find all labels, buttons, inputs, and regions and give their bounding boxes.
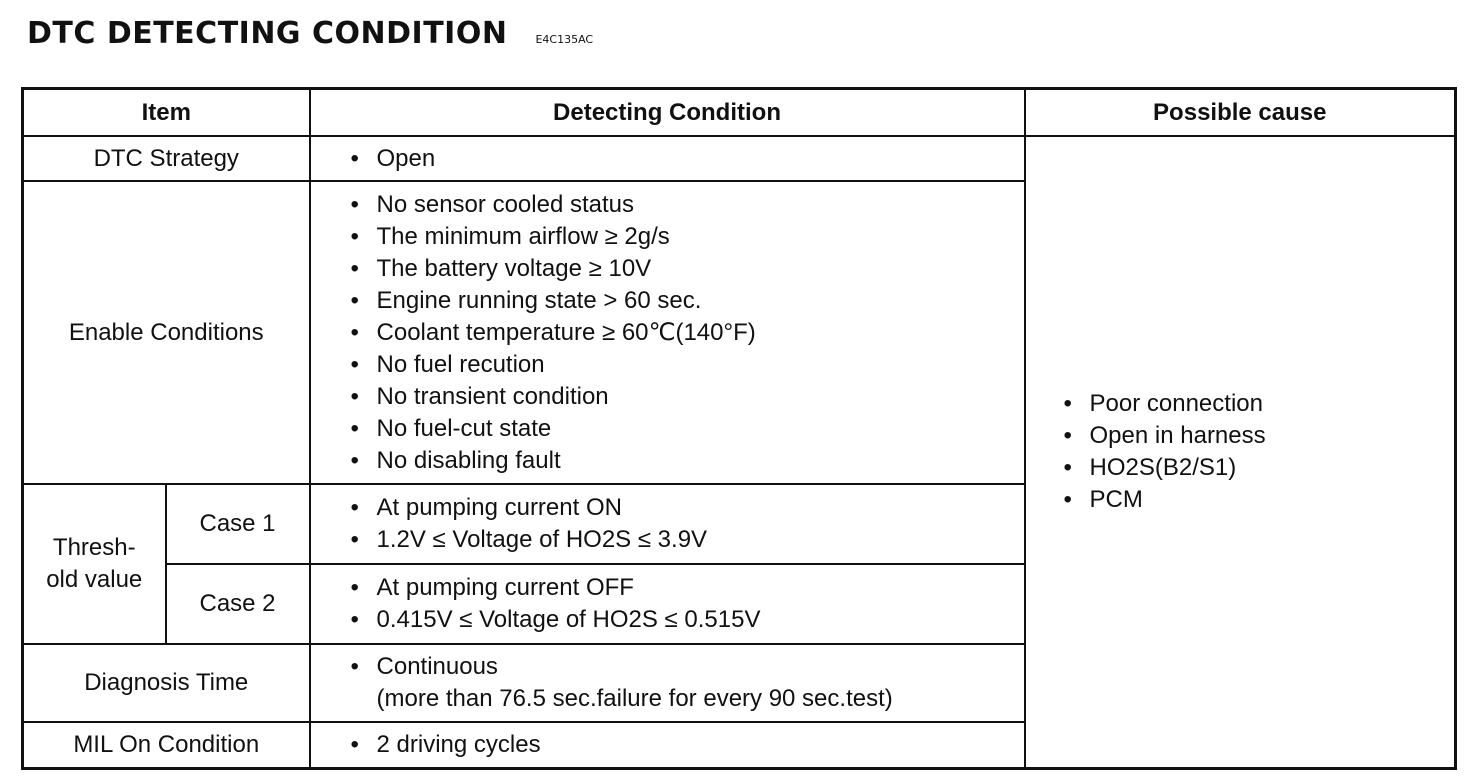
page-title: DTC DETECTING CONDITION [27, 16, 508, 51]
cause-list [1062, 388, 1455, 516]
list-item: • HO2S(B2/S1) [1062, 452, 1455, 484]
threshold-label-line-1: Thresh- [52, 534, 136, 561]
list-item: • 0.415V ≤ Voltage of HO2S ≤ 0.515V [349, 604, 1024, 636]
condition-diagnosis-time [310, 644, 1025, 722]
condition-enable-conditions [310, 181, 1025, 484]
list-item: • No fuel-cut state [349, 413, 1024, 445]
list-item: • No fuel recution [349, 349, 1024, 381]
condition-list [349, 143, 1024, 175]
list-item: • The minimum airflow ≥ 2g/s [349, 221, 1024, 253]
page-heading [27, 16, 593, 51]
condition-mil-on-condition [310, 722, 1025, 768]
item-case-2: Case 2 [166, 564, 310, 644]
diagnosis-note: (more than 76.5 sec.failure for every 90 sec.test) [376, 685, 893, 712]
list-item: • At pumping current OFF [349, 572, 1024, 604]
possible-cause-cell [1025, 136, 1456, 768]
condition-dtc-strategy [310, 136, 1025, 181]
list-item: • Engine running state > 60 sec. [349, 285, 1024, 317]
condition-list [349, 651, 1024, 683]
item-mil-on-condition: MIL On Condition [23, 722, 310, 768]
document-code: E4C135AC [535, 33, 594, 46]
item-dtc-strategy: DTC Strategy [23, 136, 310, 181]
list-item: • No transient condition [349, 381, 1024, 413]
item-case-1: Case 1 [166, 484, 310, 564]
condition-list [349, 729, 1024, 761]
item-threshold-value [23, 484, 166, 644]
list-item: • Poor connection [1062, 388, 1455, 420]
condition-list [349, 572, 1024, 636]
list-item: • At pumping current ON [349, 492, 1024, 524]
item-enable-conditions: Enable Conditions [23, 181, 310, 484]
item-diagnosis-time: Diagnosis Time [23, 644, 310, 722]
list-item: • 2 driving cycles [349, 729, 1024, 761]
list-item: • Open in harness [1062, 420, 1455, 452]
header-detecting-condition: Detecting Condition [310, 89, 1025, 137]
condition-case-1 [310, 484, 1025, 564]
table-header-row [23, 89, 1456, 137]
list-item: • Continuous [349, 651, 1024, 683]
table-row-dtc-strategy [23, 136, 1456, 181]
threshold-label-line-2: old value [46, 566, 143, 593]
list-item: • The battery voltage ≥ 10V [349, 253, 1024, 285]
list-item: • PCM [1062, 484, 1455, 516]
list-item: • No sensor cooled status [349, 189, 1024, 221]
condition-list [349, 492, 1024, 556]
header-item: Item [23, 89, 310, 137]
dtc-condition-table [21, 87, 1457, 770]
list-item: • 1.2V ≤ Voltage of HO2S ≤ 3.9V [349, 524, 1024, 556]
header-possible-cause: Possible cause [1025, 89, 1456, 137]
list-item: • Open [349, 143, 1024, 175]
condition-case-2 [310, 564, 1025, 644]
list-item: • No disabling fault [349, 445, 1024, 477]
condition-list [349, 189, 1024, 477]
list-item: • Coolant temperature ≥ 60℃(140°F) [349, 317, 1024, 349]
